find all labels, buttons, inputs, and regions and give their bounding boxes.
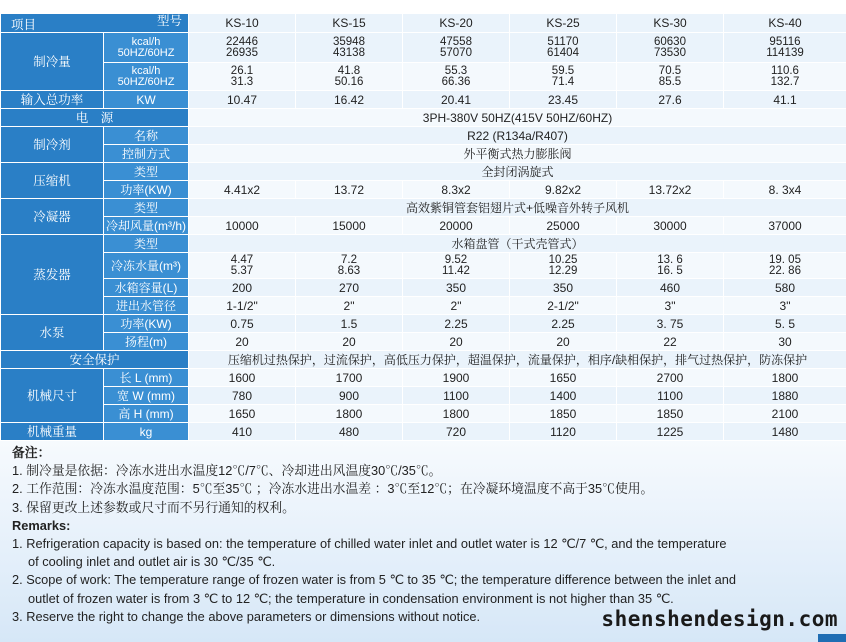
evaporator-pipe-label: 进出水管径: [104, 297, 189, 315]
cooling-kw-3: 55.3 66.36: [403, 63, 510, 91]
evaporator-label: 蒸发器: [1, 235, 104, 315]
header-item-label: 项目: [11, 18, 37, 32]
compressor-label: 压缩机: [1, 163, 104, 199]
power-label: 输入总功率: [1, 91, 104, 109]
weight-4: 1120: [510, 423, 617, 441]
spec-table: [0, 13, 846, 441]
dimensions-w-2: 900: [296, 387, 403, 405]
refrigerant-control-label: 控制方式: [104, 145, 189, 163]
evaporator-flow-4: 10.25 12.29: [510, 253, 617, 279]
dimensions-w-1: 780: [189, 387, 296, 405]
condenser-air-6: 37000: [724, 217, 846, 235]
evaporator-flow-2: 7.2 8.63: [296, 253, 403, 279]
cooling-kcal-1: 22446 26935: [189, 33, 296, 63]
note-cn-1: 1. 制冷量是依据：冷冻水进出水温度12℃/7℃、冷却进出风温度30℃/35℃。: [12, 463, 442, 479]
pump-head-2: 20: [296, 333, 403, 351]
pump-head-4: 20: [510, 333, 617, 351]
cooling-kw-4: 59.5 71.4: [510, 63, 617, 91]
compressor-power-1: 4.41x2: [189, 181, 296, 199]
notes-en-title: Remarks:: [12, 517, 71, 533]
note-en-3: 3. Reserve the right to change the above parameters or dimensions without notice.: [12, 608, 481, 624]
condenser-type-label: 类型: [104, 199, 189, 217]
note-cn-3: 3. 保留更改上述参数或尺寸而不另行通知的权利。: [12, 499, 295, 515]
pump-head-5: 22: [617, 333, 724, 351]
compressor-type-value: 全封闭涡旋式: [189, 163, 846, 181]
dimensions-w-6: 1880: [724, 387, 846, 405]
dimensions-l-5: 2700: [617, 369, 724, 387]
compressor-power-4: 9.82x2: [510, 181, 617, 199]
model-6: KS-40: [724, 14, 846, 33]
header-model-label: 型号: [156, 14, 182, 28]
pump-head-1: 20: [189, 333, 296, 351]
evaporator-pipe-2: 2": [296, 297, 403, 315]
cooling-label: 制冷量: [1, 33, 104, 91]
weight-6: 1480: [724, 423, 846, 441]
weight-1: 410: [189, 423, 296, 441]
compressor-power-6: 8. 3x4: [724, 181, 846, 199]
power-6: 41.1: [724, 91, 846, 109]
condenser-air-5: 30000: [617, 217, 724, 235]
compressor-power-2: 13.72: [296, 181, 403, 199]
note-cn-2: 2. 工作范围：冷冻水温度范围：5℃至35℃ ；冷冻水进出水温差 ：3℃至12℃；在冷凝环境温度不高于35℃使用。: [12, 481, 654, 497]
supply-value: 3PH-380V 50HZ(415V 50HZ/60HZ): [189, 109, 846, 127]
weight-unit: kg: [104, 423, 189, 441]
evaporator-pipe-4: 2-1/2": [510, 297, 617, 315]
evaporator-tank-2: 270: [296, 279, 403, 297]
cooling-kw-label: kcal/h 50HZ/60HZ: [104, 63, 189, 91]
evaporator-tank-label: 水箱容量(L): [104, 279, 189, 297]
condenser-air-3: 20000: [403, 217, 510, 235]
corner-accent: [818, 634, 846, 642]
refrigerant-name-label: 名称: [104, 127, 189, 145]
note-en-2: 2. Scope of work: The temperature range of frozen water is from 5 ℃ to 35 ℃; the temperature difference between the inlet and: [12, 572, 736, 588]
dimensions-h-2: 1800: [296, 405, 403, 423]
evaporator-pipe-6: 3": [724, 297, 846, 315]
evaporator-pipe-3: 2": [403, 297, 510, 315]
evaporator-tank-4: 350: [510, 279, 617, 297]
pump-power-2: 1.5: [296, 315, 403, 333]
evaporator-tank-5: 460: [617, 279, 724, 297]
pump-head-6: 30: [724, 333, 846, 351]
dimensions-h-5: 1850: [617, 405, 724, 423]
dimensions-h-4: 1850: [510, 405, 617, 423]
evaporator-flow-1: 4.47 5.37: [189, 253, 296, 279]
dimensions-h-1: 1650: [189, 405, 296, 423]
power-2: 16.42: [296, 91, 403, 109]
cooling-kcal-5: 60630 73530: [617, 33, 724, 63]
evaporator-tank-6: 580: [724, 279, 846, 297]
compressor-power-3: 8.3x2: [403, 181, 510, 199]
evaporator-pipe-5: 3": [617, 297, 724, 315]
pump-power-1: 0.75: [189, 315, 296, 333]
refrigerant-control-value: 外平衡式热力膨胀阀: [189, 145, 846, 163]
pump-power-4: 2.25: [510, 315, 617, 333]
compressor-power-label: 功率(KW): [104, 181, 189, 199]
weight-2: 480: [296, 423, 403, 441]
evaporator-flow-5: 13. 6 16. 5: [617, 253, 724, 279]
condenser-air-1: 10000: [189, 217, 296, 235]
dimensions-h-6: 2100: [724, 405, 846, 423]
evaporator-type-value: 水箱盘管（干式壳管式）: [189, 235, 846, 253]
power-1: 10.47: [189, 91, 296, 109]
pump-power-6: 5. 5: [724, 315, 846, 333]
safety-label: 安全保护: [1, 351, 189, 369]
pump-head-3: 20: [403, 333, 510, 351]
cooling-kcal-4: 51170 61404: [510, 33, 617, 63]
refrigerant-name-value: R22 (R134a/R407): [189, 127, 846, 145]
power-4: 23.45: [510, 91, 617, 109]
evaporator-type-label: 类型: [104, 235, 189, 253]
dimensions-l-6: 1800: [724, 369, 846, 387]
notes-section: [12, 444, 842, 626]
condenser-type-value: 高效紫铜管套铝翅片式+低噪音外转子风机: [189, 199, 846, 217]
evaporator-flow-label: 冷冻水量(m³): [104, 253, 189, 279]
dimensions-w-4: 1400: [510, 387, 617, 405]
weight-3: 720: [403, 423, 510, 441]
cooling-kw-1: 26.1 31.3: [189, 63, 296, 91]
dimensions-l-label: 长 L (mm): [104, 369, 189, 387]
model-2: KS-15: [296, 14, 403, 33]
condenser-air-4: 25000: [510, 217, 617, 235]
cooling-kw-2: 41.8 50.16: [296, 63, 403, 91]
dimensions-l-2: 1700: [296, 369, 403, 387]
power-3: 20.41: [403, 91, 510, 109]
dimensions-h-3: 1800: [403, 405, 510, 423]
evaporator-pipe-1: 1-1/2": [189, 297, 296, 315]
power-5: 27.6: [617, 91, 724, 109]
condenser-air-2: 15000: [296, 217, 403, 235]
dimensions-l-1: 1600: [189, 369, 296, 387]
cooling-kcal-label: kcal/h 50HZ/60HZ: [104, 33, 189, 63]
pump-label: 水泵: [1, 315, 104, 351]
dimensions-h-label: 高 H (mm): [104, 405, 189, 423]
dimensions-w-3: 1100: [403, 387, 510, 405]
evaporator-tank-1: 200: [189, 279, 296, 297]
pump-head-label: 扬程(m): [104, 333, 189, 351]
weight-label: 机械重量: [1, 423, 104, 441]
weight-5: 1225: [617, 423, 724, 441]
dimensions-label: 机械尺寸: [1, 369, 104, 423]
cooling-kcal-2: 35948 43138: [296, 33, 403, 63]
pump-power-label: 功率(KW): [104, 315, 189, 333]
compressor-type-label: 类型: [104, 163, 189, 181]
evaporator-flow-3: 9.52 11.42: [403, 253, 510, 279]
cooling-kw-5: 70.5 85.5: [617, 63, 724, 91]
condenser-air-label: 冷却风量(m³/h): [104, 217, 189, 235]
pump-power-3: 2.25: [403, 315, 510, 333]
evaporator-flow-6: 19. 05 22. 86: [724, 253, 846, 279]
watermark: shenshendesign.com: [601, 607, 838, 631]
cooling-kcal-3: 47558 57070: [403, 33, 510, 63]
model-1: KS-10: [189, 14, 296, 33]
power-unit: KW: [104, 91, 189, 109]
note-en-1-cont: of cooling inlet and outlet air is 30 ℃/35 ℃.: [28, 554, 276, 570]
dimensions-l-4: 1650: [510, 369, 617, 387]
notes-cn-title: 备注：: [12, 445, 51, 460]
refrigerant-label: 制冷剂: [1, 127, 104, 163]
model-5: KS-30: [617, 14, 724, 33]
model-4: KS-25: [510, 14, 617, 33]
model-3: KS-20: [403, 14, 510, 33]
compressor-power-5: 13.72x2: [617, 181, 724, 199]
safety-value: 压缩机过热保护，过流保护，高低压力保护，超温保护，流量保护，相序/缺相保护，排气过热保护，防冻保护: [189, 351, 846, 369]
supply-label: 电 源: [1, 109, 189, 127]
pump-power-5: 3. 75: [617, 315, 724, 333]
dimensions-w-label: 宽 W (mm): [104, 387, 189, 405]
cooling-kw-6: 110.6 132.7: [724, 63, 846, 91]
evaporator-tank-3: 350: [403, 279, 510, 297]
header-corner: [1, 14, 189, 33]
condenser-label: 冷凝器: [1, 199, 104, 235]
note-en-1: 1. Refrigeration capacity is based on: the temperature of chilled water inlet and outlet water is 12 ℃/7 ℃, and the temperature: [12, 536, 727, 552]
note-en-2-cont: outlet of frozen water is from 3 ℃ to 12 ℃; the temperature in condensation environment is not higher than 35 ℃.: [28, 590, 674, 606]
dimensions-w-5: 1100: [617, 387, 724, 405]
dimensions-l-3: 1900: [403, 369, 510, 387]
cooling-kcal-6: 95116 114139: [724, 33, 846, 63]
